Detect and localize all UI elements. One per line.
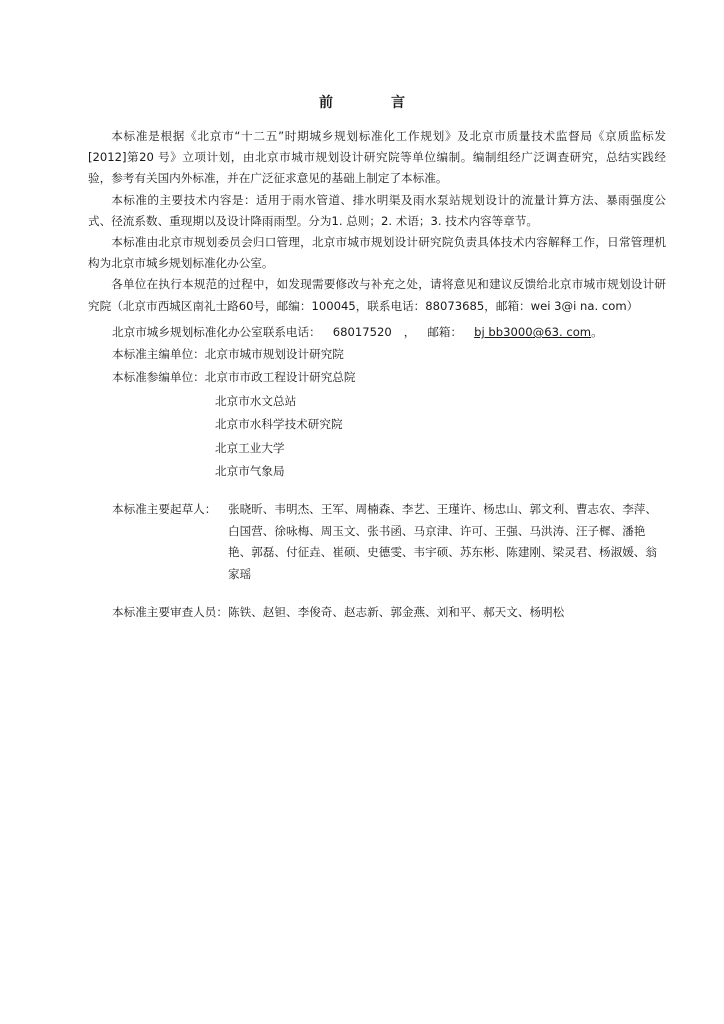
page-title: 前 言 (319, 95, 427, 111)
contact-label: 北京市城乡规划标准化办公室联系电话： (112, 325, 321, 339)
drafters-label: 本标准主要起草人： (112, 502, 217, 516)
paragraph-origin: 本标准是根据《北京市“十二五”时期城乡规划标准化工作规划》及北京市质量技术监督局《京质监标发[2012]第20 号》立项计划，由北京市城市规划设计研究院等单位编制。编制组经广泛调查研究，总结实践经验，参考有关国内外标准，并在广泛征求意见的基础上制定了本标准。 (88, 129, 666, 186)
paragraph-feedback: 各单位在执行本规范的过程中，如发现需要修改与补充之处，请将意见和建议反馈给北京市城市规划设计研究院（北京市西城区南礼士路60号，邮编：100045，联系电话：88073685，邮箱：wei 3@i na. com） (88, 277, 666, 313)
units-block (112, 343, 356, 483)
participating-unit: 北京工业大学 (215, 440, 285, 455)
participating-unit: 北京市气象局 (215, 464, 285, 479)
reviewers-label: 本标准主要审查人员： (112, 605, 228, 619)
participating-unit-row (112, 366, 356, 389)
chief-unit-row (112, 343, 356, 366)
paragraph-management: 本标准由北京市规划委员会归口管理，北京市城市规划设计研究院负责具体技术内容解释工作，日常管理机构为北京市城乡规划标准化办公室。 (88, 235, 666, 271)
paragraph-content: 本标准的主要技术内容是：适用于雨水管道、排水明渠及雨水泵站规划设计的流量计算方法、暴雨强度公式、径流系数、重现期以及设计降雨雨型。分为1. 总则；2. 术语；3. 技术内容等章节。 (88, 192, 666, 228)
drafters-names: 张晓昕、韦明杰、王军、周楠森、李艺、王瑾许、杨忠山、郭文利、曹志农、李萍、白国营、徐咏梅、周玉文、张书函、马京津、许可、王强、马洪涛、汪子樨、潘艳艳、郭磊、付征垚、崔硕、史德雯、韦宇硕、苏东彬、陈建刚、梁灵君、杨淑媛、翁家瑶 (228, 502, 657, 581)
reviewers-names: 陈铁、赵钽、李俊奇、赵志新、郭金燕、刘和平、郝天文、杨明松 (228, 605, 565, 619)
chief-unit: 北京市城市规划设计研究院 (204, 347, 344, 361)
contact-line (112, 322, 603, 343)
contact-separator: ， (403, 325, 416, 339)
contact-phone: 68017520 (332, 325, 392, 339)
reviewers-block (112, 602, 668, 624)
participating-unit: 北京市市政工程设计研究总院 (204, 370, 356, 385)
contact-mail-link[interactable]: bj bb3000@63. com (474, 325, 592, 339)
contact-end: 。 (591, 325, 603, 339)
drafters-block (112, 499, 668, 585)
participating-unit: 北京市水科学技术研究院 (215, 417, 343, 432)
contact-mail-label: 邮箱： (427, 325, 463, 339)
participating-unit-label: 本标准参编单位： (112, 370, 205, 385)
participating-unit: 北京市水文总站 (215, 393, 297, 408)
chief-unit-label: 本标准主编单位： (112, 347, 205, 361)
preface-body (88, 126, 666, 317)
